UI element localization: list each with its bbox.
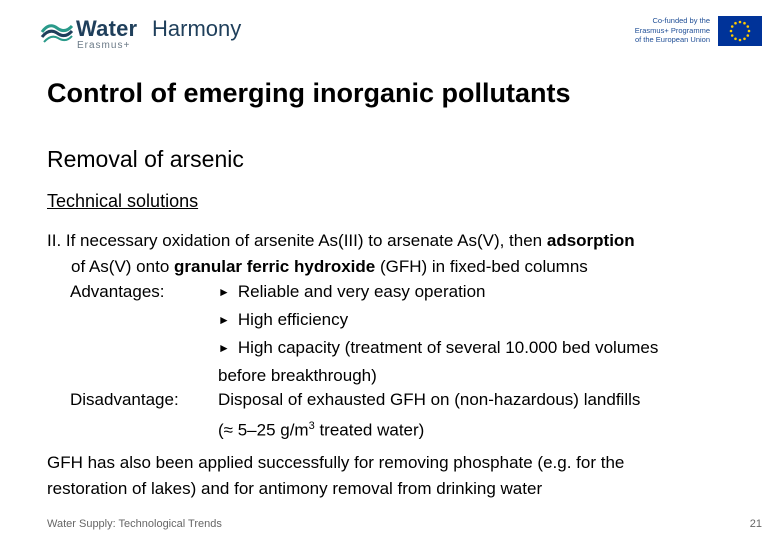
disadvantage-label: Disadvantage: bbox=[70, 390, 179, 409]
method-line-1: II. If necessary oxidation of arsenite As(III) to arsenate As(V), then adsorption bbox=[47, 231, 635, 250]
bullet-arrow-icon: ► bbox=[218, 285, 230, 299]
advantages-list bbox=[218, 278, 658, 389]
list-item: ► Reliable and very easy operation bbox=[218, 282, 486, 301]
slide-subtitle: Removal of arsenic bbox=[47, 146, 244, 172]
advantages-label: Advantages: bbox=[70, 282, 165, 301]
eu-cofunded-logo bbox=[622, 16, 762, 50]
list-item-continuation: before breakthrough) bbox=[218, 366, 377, 385]
logo-text-water: Water bbox=[76, 16, 138, 41]
list-item: ► High capacity (treatment of several 10.000 bed volumes bbox=[218, 338, 659, 357]
slide-title: Control of emerging inorganic pollutants bbox=[47, 78, 571, 108]
bullet-arrow-icon: ► bbox=[218, 313, 230, 327]
logo-subtext: Erasmus+ bbox=[77, 40, 131, 51]
footer-text: Water Supply: Technological Trends bbox=[47, 518, 222, 530]
logo-text-harmony: Harmony bbox=[152, 16, 242, 41]
method-paragraph bbox=[47, 228, 767, 280]
disadvantage-text: Disposal of exhausted GFH on (non-hazardous) landfills (≈ 5–25 $g/m^3$ treated water) bbox=[218, 390, 641, 440]
eu-cofunded-text: Co-funded by the Erasmus+ Programme of the European Union bbox=[634, 16, 710, 44]
eu-flag-icon bbox=[718, 16, 762, 46]
method-line-2: of As(V) onto granular ferric hydroxide (GFH) in fixed-bed columns bbox=[71, 257, 588, 276]
list-item: ► High efficiency bbox=[218, 310, 349, 329]
gfh-note-paragraph: GFH has also been applied successfully for removing phosphate (e.g. for the restoration of lakes) and for antimony removal from drinking water bbox=[47, 453, 625, 498]
water-harmony-logo bbox=[40, 14, 242, 51]
section-heading: Technical solutions bbox=[47, 191, 199, 211]
water-wave-icon bbox=[40, 18, 74, 44]
page-number: 21 bbox=[749, 518, 762, 530]
bullet-arrow-icon: ► bbox=[218, 341, 230, 355]
